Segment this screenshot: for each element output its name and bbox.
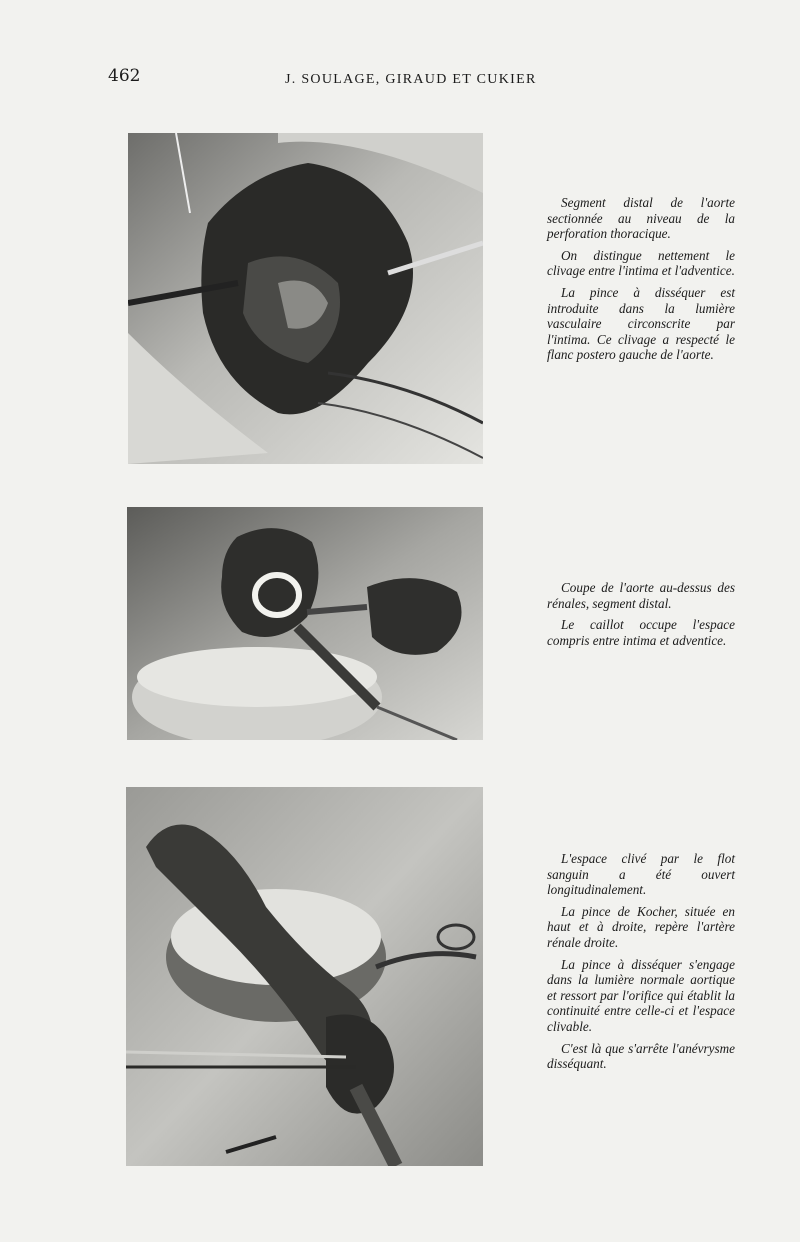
page-number: 462	[108, 66, 141, 86]
caption-paragraph: La pince de Kocher, située en haut et à droite, repère l'artère rénale droite.	[547, 903, 735, 950]
figure-2-caption	[547, 580, 735, 654]
caption-paragraph: Le caillot occupe l'espace compris entre intima et adventice.	[547, 617, 735, 648]
caption-paragraph: L'espace clivé par le flot sanguin a été ouvert longitudinalement.	[547, 851, 735, 898]
figure-3-caption	[547, 851, 735, 1078]
specimen-photo-3	[126, 787, 483, 1166]
caption-paragraph: C'est là que s'arrête l'anévrysme disséquant.	[547, 1040, 735, 1072]
specimen-photo-1	[128, 133, 483, 464]
figure-1-caption	[547, 195, 735, 369]
specimen-photo-2	[127, 507, 483, 740]
caption-paragraph: La pince à disséquer est introduite dans la lumière vasculaire circonscrite par l'intima. Ce clivage a respecté le flanc postero gauche de l'aorte.	[547, 284, 735, 363]
caption-paragraph: Coupe de l'aorte au-dessus des rénales, segment distal.	[547, 580, 735, 611]
caption-paragraph: Segment distal de l'aorte sectionnée au niveau de la perforation thoracique.	[547, 195, 735, 242]
caption-paragraph: On distingue nettement le clivage entre l'intima et l'adventice.	[547, 247, 735, 279]
running-head: J. SOULAGE, GIRAUD ET CUKIER	[285, 72, 537, 87]
caption-paragraph: La pince à disséquer s'engage dans la lumière normale aortique et ressort par l'orifice qui établit la continuité entre celle-ci et l'espace clivable.	[547, 956, 735, 1034]
